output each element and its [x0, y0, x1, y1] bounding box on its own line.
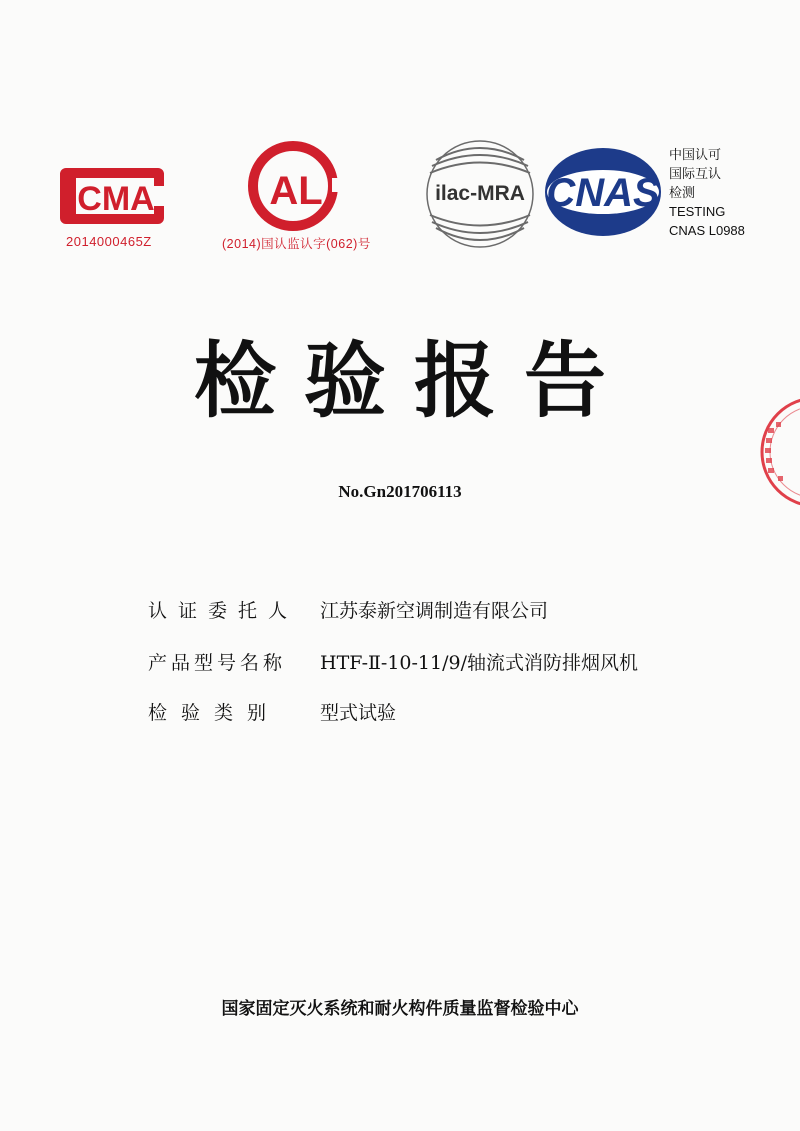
- cma-certificate-number: 2014000465Z: [66, 234, 152, 249]
- report-number: No.Gn201706113: [338, 482, 462, 501]
- cal-logo: [238, 138, 356, 234]
- cma-logo-text: CMA: [77, 180, 155, 218]
- cnas-accreditation-text: 中国认可 国际互认 检测 TESTING CNAS L0988: [669, 147, 745, 238]
- field-label-inspection-type: 检验类别: [148, 702, 281, 724]
- issuing-organization: 国家固定灭火系统和耐火构件质量监督检验中心: [221, 999, 579, 1019]
- field-value-inspection-type: 型式试验: [320, 702, 397, 724]
- field-label-client: 认证委托人: [148, 600, 299, 622]
- ilac-mra-logo: [418, 138, 542, 250]
- ilac-mra-logo-text: ilac-MRA: [435, 182, 525, 205]
- document-title: 检验报告: [193, 334, 634, 429]
- cma-logo: [58, 160, 180, 232]
- cal-certificate-number: (2014)国认监认字(062)号: [222, 237, 371, 251]
- field-value-product: HTF-Ⅱ-10-11/9/轴流式消防排烟风机: [320, 652, 638, 674]
- cal-logo-text: AL: [269, 169, 323, 213]
- field-label-product: 产品型号名称: [148, 652, 287, 674]
- field-value-client: 江苏泰新空调制造有限公司: [320, 600, 549, 622]
- cnas-logo-text: CNAS: [546, 171, 660, 215]
- cnas-logo: [540, 144, 666, 240]
- official-seal: [756, 392, 800, 512]
